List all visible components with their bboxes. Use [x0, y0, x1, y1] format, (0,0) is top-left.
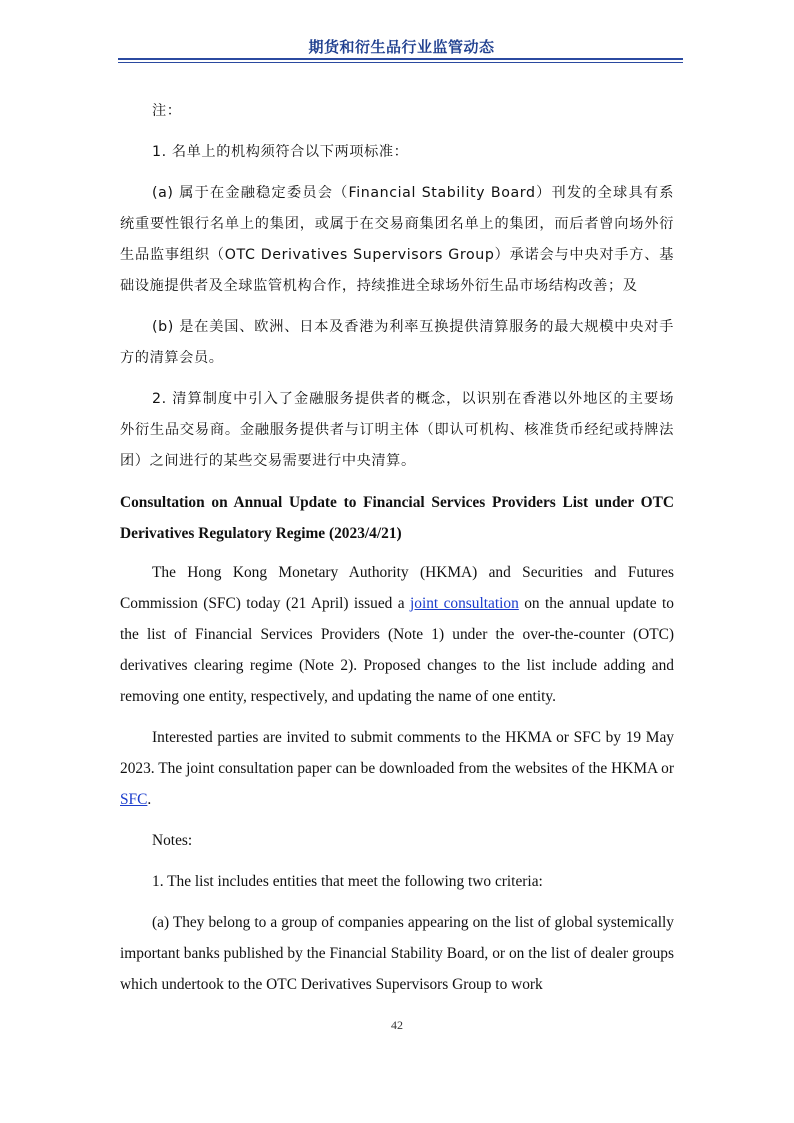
page-number: 42 [391, 1018, 403, 1032]
note-label-zh: 注： [152, 103, 182, 119]
text-run: . [147, 791, 152, 808]
sfc-link[interactable]: SFC [120, 791, 148, 808]
header-rule [118, 58, 683, 60]
note-2-zh: 2. 清算制度中引入了金融服务提供者的概念，以识别在香港以外地区的主要场外衍生品交易商。金融服务提供者与订明主体（即认可机构、核准货币经纪或持牌法团）之间进行的某些交易需要进行中央清算。 [120, 391, 674, 469]
note-1b-zh: (b) 是在美国、欧洲、日本及香港为利率互换提供清算服务的最大规模中央对手方的清算会员。 [120, 319, 674, 366]
body-paragraph-1 [120, 557, 674, 712]
body-paragraph-2 [120, 722, 674, 815]
document-body [120, 96, 674, 1010]
section-heading: Consultation on Annual Update to Financial Services Providers List under OTC Derivatives Regulatory Regime (2023/4/21) [120, 494, 674, 542]
header-rule-thin [118, 62, 683, 63]
page-header-title: 期货和衍生品行业监管动态 [308, 38, 495, 56]
text-run: Interested parties are invited to submit comments to the HKMA or SFC by 19 May 2023. The joint consultation paper can be downloaded from the websites of the HKMA or [120, 729, 674, 777]
note-1a: (a) They belong to a group of companies appearing on the list of global systemically important banks published by the Financial Stability Board, or on the list of dealer groups which undertook to the OTC Derivatives Supervisors Group to work [120, 914, 674, 993]
note-1: 1. The list includes entities that meet the following two criteria: [152, 873, 543, 890]
notes-label: Notes: [152, 832, 193, 849]
joint-consultation-link[interactable]: joint consultation [409, 595, 519, 612]
text-run: The Hong Kong Monetary Authority (HKMA) and Securities and Futures Commission (SFC) today (21 April) issued a [120, 564, 674, 612]
note-1a-zh: (a) 属于在金融稳定委员会（Financial Stability Board）刊发的全球具有系统重要性银行名单上的集团，或属于在交易商集团名单上的集团，而后者曾向场外衍生品监事组织（OTC Derivatives Supervisors Group）承诺会与中央对手方、基础设施提供者及全球监管机构合作，持续推进全球场外衍生品市场结构改善；及 [120, 185, 674, 294]
note-1-zh: 1. 名单上的机构须符合以下两项标准： [152, 144, 409, 160]
text-run: on the annual update to the list of Financial Services Providers (Note 1) under the over-the-counter (OTC) derivatives clearing regime (Note 2). Proposed changes to the list include adding and removing one entity, respectively, and updating the name of one entity. [120, 595, 674, 705]
